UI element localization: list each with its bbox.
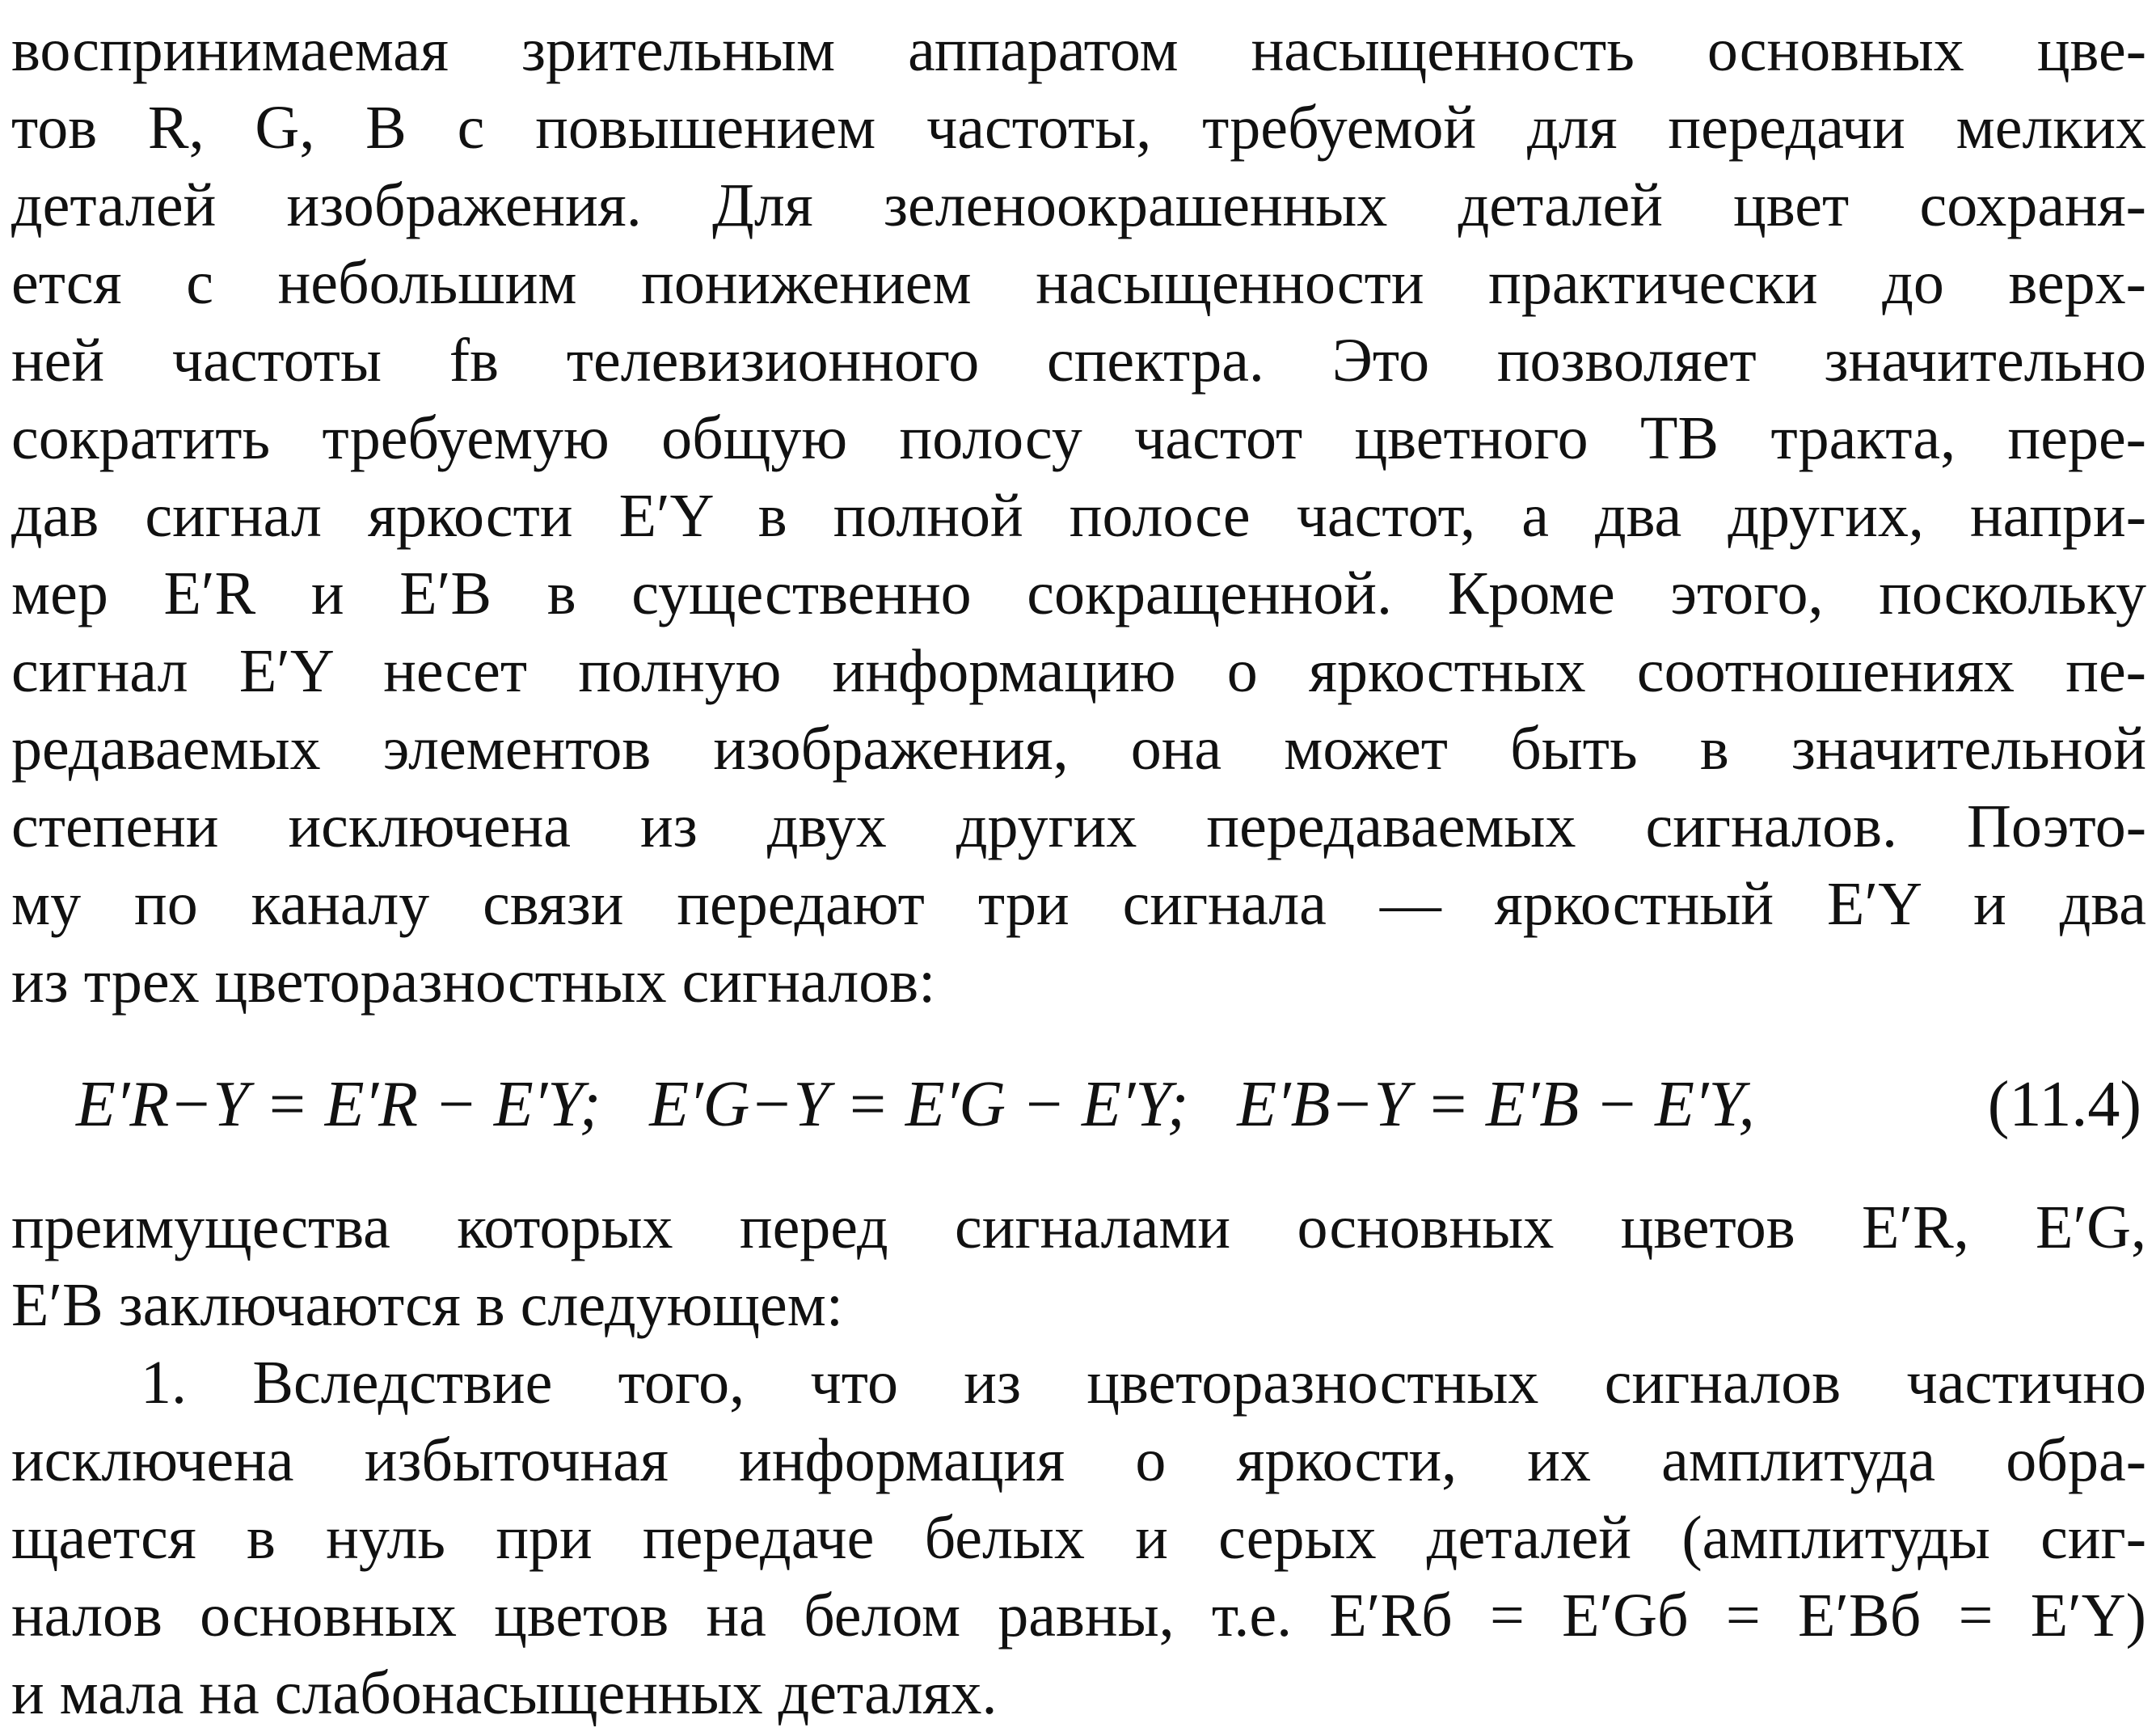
- text-line: сократить требуемую общую полосу частот цветного ТВ тракта, пере-: [11, 404, 2146, 472]
- equation-11-4: [11, 1040, 2146, 1169]
- text-line: редаваемых элементов изображения, она может быть в значительной: [11, 715, 2146, 783]
- text-line: налов основных цветов на белом равны, т.е. E′Rб = E′Gб = E′Bб = E′Y): [11, 1582, 2146, 1650]
- text-line: 1. Вследствие того, что из цветоразностных сигналов частично: [141, 1349, 2146, 1417]
- text-line: исключена избыточная информация о яркости, их амплитуда обра-: [11, 1426, 2146, 1494]
- text-line: деталей изображения. Для зеленоокрашенных деталей цвет сохраня-: [11, 171, 2146, 239]
- text-line: му по каналу связи передают три сигнала — яркостный E′Y и два: [11, 870, 2146, 938]
- text-line: из трех цветоразностных сигналов:: [11, 948, 936, 1016]
- text-line: щается в нуль при передаче белых и серых деталей (амплитуды сиг-: [11, 1504, 2146, 1572]
- text-line: воспринимаемая зрительным аппаратом насыщенность основных цве-: [11, 16, 2146, 84]
- text-line: мер E′R и E′B в существенно сокращенной. Кроме этого, поскольку: [11, 560, 2146, 627]
- text-line: ется с небольшим понижением насыщенности практически до верх-: [11, 249, 2146, 317]
- equation-body: [76, 1040, 1755, 1169]
- paragraph-2: [11, 1189, 2146, 1344]
- equation-number: (11.4): [1987, 1069, 2141, 1140]
- text-line: ней частоты fв телевизионного спектра. Это позволяет значительно: [11, 327, 2146, 395]
- text-line: степени исключена из двух других передаваемых сигналов. Поэто-: [11, 792, 2146, 860]
- text-line: E′B заключаются в следующем:: [11, 1271, 843, 1339]
- text-line: преимущества которых перед сигналами основных цветов E′R, E′G,: [11, 1193, 2146, 1261]
- equation-part: E′R−Y = E′R − E′Y;: [76, 1069, 601, 1140]
- text-line: и мала на слабонасыщенных деталях.: [11, 1659, 998, 1727]
- text-line: сигнал E′Y несет полную информацию о яркостных соотношениях пе-: [11, 637, 2146, 705]
- equation-part: E′G−Y = E′G − E′Y;: [649, 1069, 1189, 1140]
- equation-part: E′B−Y = E′B − E′Y,: [1237, 1069, 1755, 1140]
- text-line: дав сигнал яркости E′Y в полной полосе частот, а два других, напри-: [11, 482, 2146, 550]
- paragraph-3: [11, 1344, 2146, 1732]
- text-line: тов R, G, B с повышением частоты, требуемой для передачи мелких: [11, 94, 2146, 162]
- paragraph-1: [11, 11, 2146, 1020]
